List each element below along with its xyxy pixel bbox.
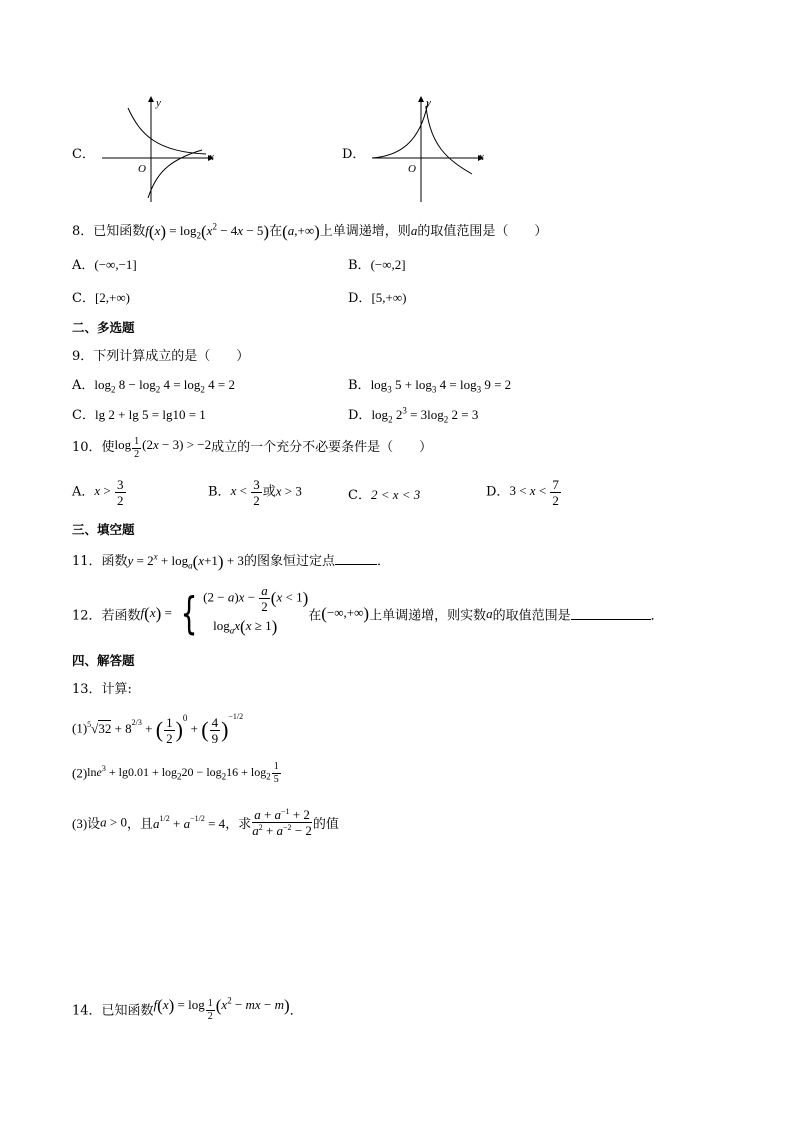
q10-option-b: B．x < $\frac{3}{2}$ 或x > 3 (208, 477, 302, 508)
q8-option-d: D．[5,+∞) (348, 290, 407, 306)
q8-option-a: A．(−∞,−1] (72, 257, 137, 273)
q10-option-d: D．3 < x < $\frac{7}{2}$ (486, 477, 559, 508)
q7d-axis-x: x (479, 151, 484, 163)
q9-option-a: A．$\log_2 8 - \log_2 4 = \log_2 4 = 2$ (72, 377, 236, 395)
section-title-solutions: 四、解答题 (72, 653, 135, 668)
section-title-fill-blank: 三、填空题 (72, 522, 135, 537)
q7c-axis-y: y (156, 97, 161, 109)
question-11-stem: 11．函数$y = 2^x + \log_a(x+1) + 3$的图象恒过定点 ． (72, 551, 390, 572)
question-9-stem: 9．下列计算成立的是（ ） (72, 349, 250, 364)
q7d-axis-y: y (426, 97, 431, 109)
q7-option-d-label: D． (342, 147, 366, 162)
q9-option-b: B．$\log_3 5 + \log_3 4 = \log_3 9 = 2$ (348, 377, 512, 395)
q12-answer-blank[interactable] (571, 607, 651, 620)
question-8-stem: 8．已知函数$f(x) = \log_2(x^2 - 4x - 5)$在(a,+∞)上单调递增，则a的取值范围是（ ） (72, 221, 548, 242)
q8-suffix2: 的取值范围是（ ） (417, 224, 548, 239)
section-title-multi-choice: 二、多选题 (72, 320, 135, 335)
q7-option-c-label: C． (72, 147, 95, 162)
q11-answer-blank[interactable] (335, 552, 377, 565)
q13-part-3: (3)设a > 0，且$a^{1/2} + a^{-1/2} = 4$，求 $\frac{a + a^{-1} + 2}{a^2 + a^{-2} - 2}$ 的值 (72, 807, 339, 838)
q10-option-c: C．2 < x < 3 (348, 487, 421, 503)
question-10-stem: 10．使log $\frac{1}{2}$ (2x − 3) > −2成立的一个充分不必要条件是（ ） (72, 436, 433, 460)
q8-suffix: 上单调递增，则 (319, 224, 411, 239)
question-14-stem: 14．已知函数f(x) = log $\frac{1}{2}$ ($x^2$ − mx − m)． (72, 996, 303, 1023)
q13-part-2: $(2)\ln e^3 + \lg 0.01 + \log_220 - \log_216 + \log_2$ $\frac{1}{5}$ (72, 761, 279, 785)
q7d-origin: O (408, 163, 416, 175)
question-13-stem: 13．计算: (72, 682, 132, 697)
q7c-origin: O (138, 163, 146, 175)
q9-option-c: C．lg 2 + lg 5 = lg10 = 1 (72, 407, 206, 423)
q9-option-d: D．$\log_2 2^3 = 3\log_2$ 2 = 3 (348, 405, 479, 425)
q8-option-b: B．(−∞,2] (348, 257, 406, 273)
q8-mid: 在 (269, 224, 283, 239)
question-12-stem: 12．若函数f(x) = { (2 − a)x − $\frac{a}{2}$ (x < 1) $\log_ax(x \ge 1)$ 在(−∞,+∞)上单调递增，则实数a的取值范围是 ． (72, 583, 664, 639)
q8-option-c: C．[2,+∞) (72, 290, 130, 306)
q13-part-1: $(1)^5√32 + 8^{2/3}$ + ( $\frac{1}{2}$ )$^0$ + ( $\frac{4}{9}$ )$^{-1/2}$ (72, 712, 244, 746)
q7-option-c-graph (98, 94, 220, 206)
q10-option-a: A．x > $\frac{3}{2}$ (72, 477, 124, 508)
q7-option-d-graph (368, 94, 490, 206)
q8-prefix: 8．已知函数 (72, 224, 146, 239)
q7c-axis-x: x (209, 151, 214, 163)
